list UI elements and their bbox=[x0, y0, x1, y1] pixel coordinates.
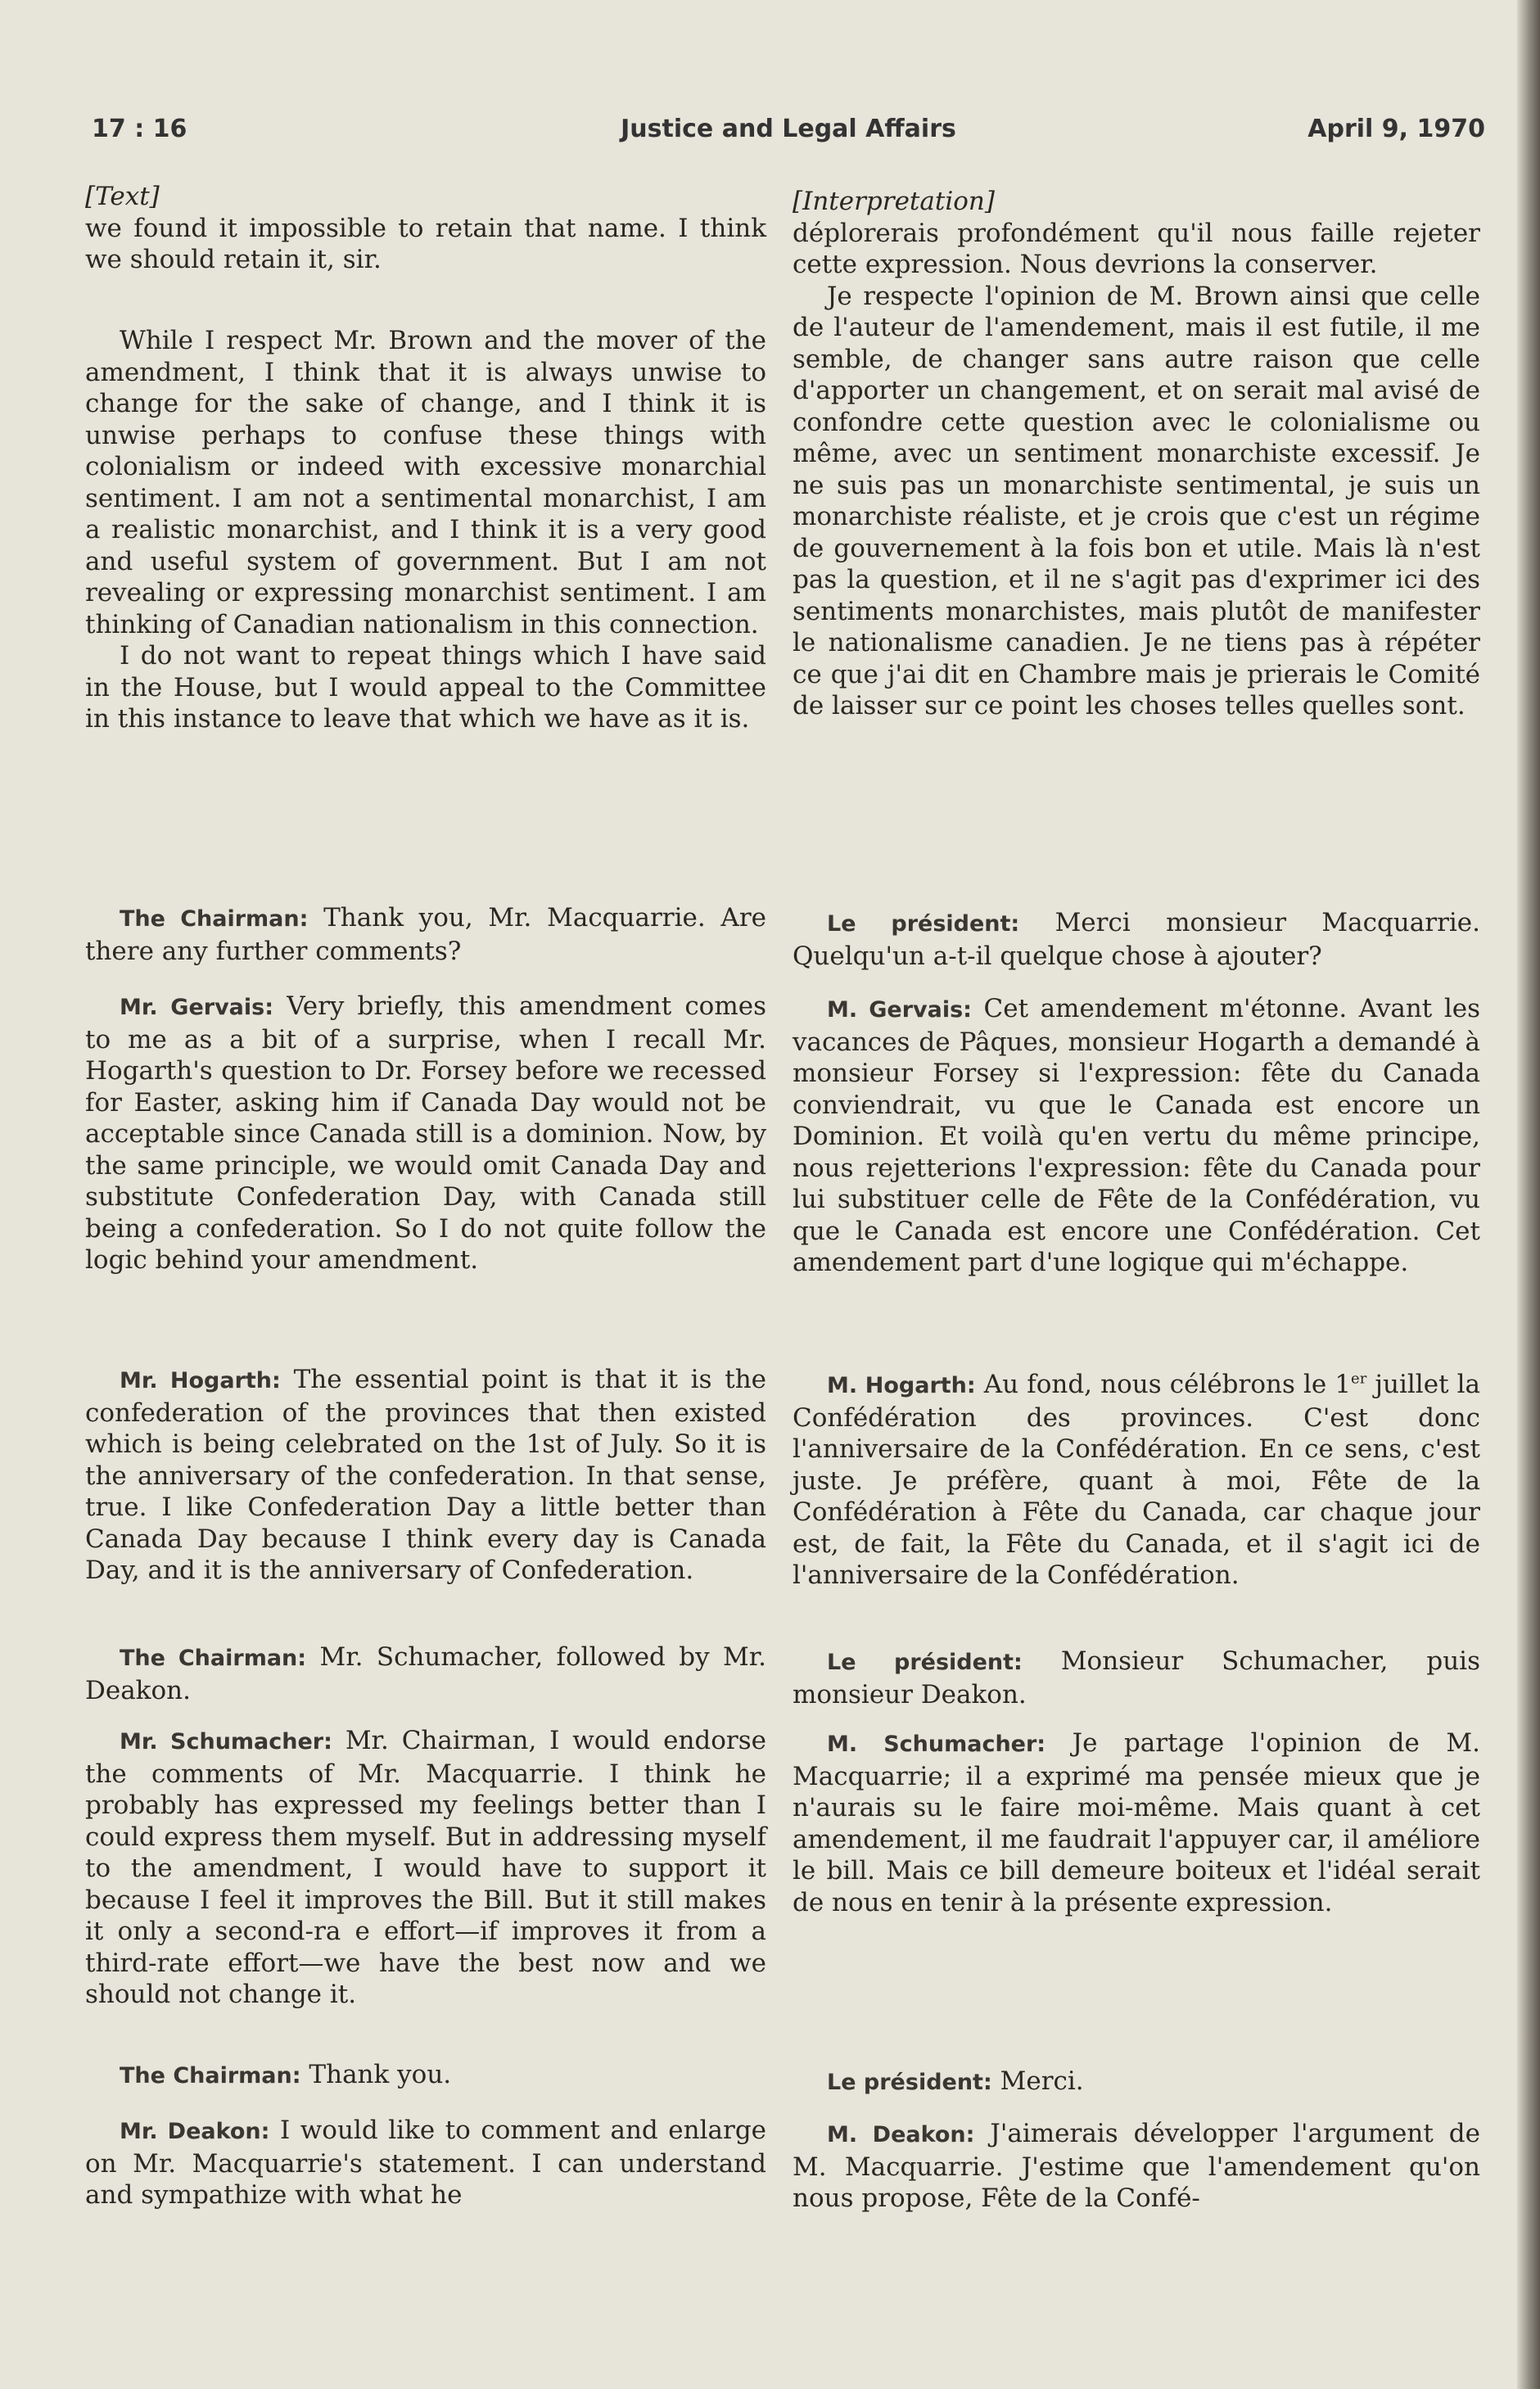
speaker-name: M. Gervais: bbox=[827, 997, 972, 1023]
speaker-name: The Chairman: bbox=[120, 1646, 307, 1671]
right-speech-7 bbox=[793, 2118, 1480, 2215]
speaker-name: Le président: bbox=[827, 2070, 992, 2095]
left-speech-3 bbox=[85, 1364, 766, 1587]
speaker-name: Le président: bbox=[827, 911, 1020, 937]
speech-text: Je partage l'opinion de M. Macquarrie; il a exprimé ma pensée mieux que je n'aurais su le faire moi-même. Mais quant à cet amendement, il me faudrait l'appuyer car, il améliore le bill. Mais ce bill demeure boiteux et l'idéal serait de nous en tenir à la présente expression. bbox=[793, 1728, 1480, 1917]
running-title: Justice and Legal Affairs bbox=[621, 115, 956, 143]
right-column-label: [Interpretation] déplorerais profondément qu'il nous faille rejeter cette expression. Nous devrions la conserver. Je respecte l'opinion de M. Brown ainsi que celle de l'auteur de l'amendement, mais il est futile, il me semble, de changer sans autre raison que celle d'apporter un changement, et on serait mal avisé de confondre cette question avec le colonialisme ou même, avec un sentiment monarchiste excessif. Je ne suis pas un monarchiste sentimental, je suis un monarchiste réaliste, et je crois que c'est un régime de gouvernement à la fois bon et utile. Mais là n'est pas la question, et il ne s'agit pas d'exprimer ici des sentiments monarchistes, mais plutôt de manifester le nationalisme canadien. Je ne tiens pas à répéter ce que j'ai dit en Chambre mais je prierais le Comité de laisser sur ce point les choses telles quelles sont. bbox=[793, 187, 1480, 720]
speaker-name: Mr. Gervais: bbox=[120, 995, 274, 1020]
page-header bbox=[92, 115, 1485, 147]
page-number: 17 : 16 bbox=[92, 115, 187, 143]
speech-text: Thank you, Mr. Macquarrie. Are there any further comments? bbox=[85, 903, 766, 966]
ordinal-superscript: er bbox=[1351, 1370, 1367, 1388]
page-date: April 9, 1970 bbox=[1307, 115, 1485, 143]
speech-text-continued: juillet la Confédération des provinces. C'est donc l'anniversaire de la Confédération. En ce sens, c'est juste. Je préfère, quant à moi, Fête de la Confédération à Fête du Canada, car chaque jour est, de fait, la Fête du Canada, et il s'agit ici de l'anniversaire de la Confédération. bbox=[793, 1370, 1481, 1590]
left-speech-2 bbox=[85, 991, 766, 1276]
speaker-name: M. Deakon: bbox=[827, 2122, 975, 2147]
speech-text: Merci monsieur Macquarrie. Quelqu'un a-t-il quelque chose à ajouter? bbox=[793, 908, 1480, 971]
speech-text: Cet amendement m'étonne. Avant les vacances de Pâques, monsieur Hogarth a demandé à monsieur Forsey si l'expression: fête du Canada conviendrait, vu que le Canada est encore un Dominion. Et voilà qu'en vertu du même principe, nous rejetterions l'expression: fête du Canada pour lui substituer celle de Fête de la Confédération, vu que le Canada est encore une Confédération. Cet amendement part d'une logique qui m'échappe. bbox=[793, 994, 1480, 1277]
speech-text: J'aimerais développer l'argument de M. Macquarrie. J'estime que l'amendement qu'on nous propose, Fête de la Confé- bbox=[793, 2119, 1480, 2213]
right-speech-6 bbox=[793, 2066, 1480, 2099]
speech-text: Mr. Schumacher, followed by Mr. Deakon. bbox=[85, 1642, 766, 1705]
speech-text: Merci. bbox=[1000, 2066, 1084, 2096]
speaker-name: M. Schumacher: bbox=[827, 1732, 1046, 1757]
right-speech-4 bbox=[793, 1646, 1480, 1710]
speech-text: Thank you. bbox=[309, 2060, 452, 2089]
book-spine-shadow bbox=[1517, 0, 1540, 2389]
right-paragraph-2: Je respecte l'opinion de M. Brown ainsi que celle de l'auteur de l'amendement, mais il est futile, il me semble, de changer sans autre raison que celle d'apporter un changement, et on serait mal avisé de confondre cette question avec le colonialisme ou même, avec un sentiment monarchiste excessif. Je ne suis pas un monarchiste sentimental, je suis un monarchiste réaliste, et je crois que c'est un régime de gouvernement à la fois bon et utile. Mais là n'est pas la question, et il ne s'agit pas d'exprimer ici des sentiments monarchistes, mais plutôt de manifester le nationalisme canadien. Je ne tiens pas à répéter ce que j'ai dit en Chambre mais je prierais le Comité de laisser sur ce point les choses telles quelles sont. bbox=[793, 281, 1480, 720]
left-paragraph-3: I do not want to repeat things which I have said in the House, but I would appeal to the Committee in this instance to leave that which we have as it is. bbox=[85, 641, 766, 734]
left-paragraph-2: While I respect Mr. Brown and the mover of the amendment, I think that it is always unwise to change for the sake of change, and I think it is unwise perhaps to confuse these things with colonialism or indeed with excessive monarchial sentiment. I am not a sentimental monarchist, I am a realistic monarchist, and I think it is a very good and useful system of government. But I am not revealing or expressing monarchist sentiment. I am thinking of Canadian nationalism in this connection. bbox=[85, 326, 766, 639]
left-speech-5 bbox=[85, 1725, 766, 2011]
speaker-name: Mr. Schumacher: bbox=[120, 1729, 332, 1754]
right-speech-1 bbox=[793, 907, 1480, 972]
speaker-name: Le président: bbox=[827, 1650, 1023, 1675]
right-speech-3 bbox=[793, 1369, 1480, 1592]
left-column-label: [Text] we found it impossible to retain that name. I think we should retain it, sir. bbox=[85, 182, 766, 274]
left-speech-6 bbox=[85, 2059, 766, 2093]
speaker-name: Mr. Deakon: bbox=[120, 2119, 270, 2144]
right-paragraph-1: déplorerais profondément qu'il nous faille rejeter cette expression. Nous devrions la conserver. bbox=[793, 218, 1480, 279]
speech-text: Monsieur Schumacher, puis monsieur Deakon. bbox=[793, 1646, 1481, 1709]
left-speech-4 bbox=[85, 1642, 766, 1706]
speaker-name: M. Hogarth: bbox=[827, 1373, 976, 1398]
speaker-name: The Chairman: bbox=[120, 906, 309, 932]
left-speech-7 bbox=[85, 2115, 766, 2211]
speaker-name: The Chairman: bbox=[120, 2063, 301, 2089]
speech-text: Mr. Chairman, I would endorse the comments of Mr. Macquarrie. I think he probably has expressed my feelings better than I could express them myself. But in addressing myself to the amendment, I would have to support it because I feel it improves the Bill. But it still makes it only a second-ra e effort—if improves it from a third-rate effort—we have the best now and we should not change it. bbox=[85, 1726, 766, 2009]
left-paragraph-1: we found it impossible to retain that name. I think we should retain it, sir. bbox=[85, 213, 766, 274]
speech-text: Au fond, nous célébrons le 1 bbox=[983, 1370, 1352, 1399]
speech-text: Very briefly, this amendment comes to me as a bit of a surprise, when I recall Mr. Hogarth's question to Dr. Forsey before we recessed for Easter, asking him if Canada Day would not be acceptable since Canada still is a dominion. Now, by the same principle, we would omit Canada Day and substitute Confederation Day, with Canada still being a confederation. So I do not quite follow the logic behind your amendment. bbox=[85, 991, 766, 1275]
speech-text: I would like to comment and enlarge on Mr. Macquarrie's statement. I can understand and sympathize with what he bbox=[85, 2116, 767, 2210]
left-speech-1 bbox=[85, 902, 766, 967]
speech-text: The essential point is that it is the confederation of the provinces that then existed which is being celebrated on the 1st of July. So it is the anniversary of the confederation. In that sense, true. I like Confederation Day a little better than Canada Day because I think every day is Canada Day, and it is the anniversary of Confederation. bbox=[85, 1365, 767, 1585]
right-speech-2 bbox=[793, 993, 1480, 1279]
left-paragraph-2-block bbox=[85, 325, 766, 735]
speaker-name: Mr. Hogarth: bbox=[120, 1368, 281, 1393]
right-speech-5 bbox=[793, 1727, 1480, 1918]
